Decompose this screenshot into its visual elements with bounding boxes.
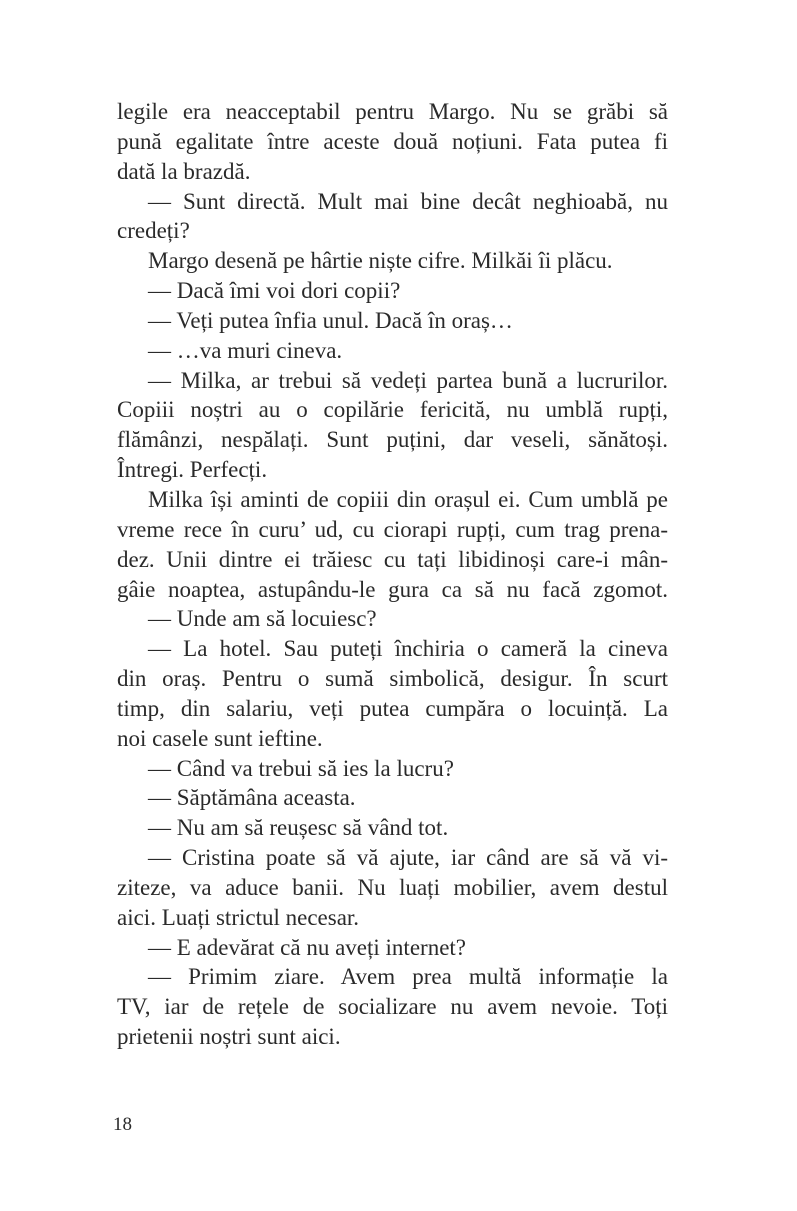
- book-page-body: [117, 97, 668, 1052]
- text-line: — Unde am să locuiesc?: [148, 606, 377, 632]
- text-line: — Săptămâna aceasta.: [148, 785, 356, 811]
- text-line: dez. Unii dintre ei trăiesc cu tați libidinoși care-i mân-: [117, 546, 668, 572]
- text-line: — Milka, ar trebui să vedeți partea bună a lucrurilor.: [148, 367, 668, 393]
- text-line: noi casele sunt ieftine.: [117, 725, 323, 751]
- text-line: prietenii noștri sunt aici.: [117, 1024, 341, 1050]
- text-line: pună egalitate între aceste două noțiuni. Fata putea fi: [117, 128, 668, 154]
- text-line: — Cristina poate să vă ajute, iar când are să vă vi-: [148, 845, 668, 871]
- text-line: aici. Luați strictul necesar.: [117, 904, 360, 930]
- text-line: — E adevărat că nu aveți internet?: [148, 934, 467, 960]
- text-line: — La hotel. Sau puteți închiria o cameră la cineva: [148, 636, 668, 662]
- text-line: TV, iar de rețele de socializare nu avem nevoie. Toți: [117, 994, 668, 1020]
- text-line: credeți?: [117, 218, 190, 244]
- text-line: — Nu am să reușesc să vând tot.: [148, 815, 449, 841]
- text-line: Copiii noștri au o copilărie fericită, nu umblă rupți,: [117, 397, 668, 423]
- text-line: — Sunt directă. Mult mai bine decât neghioabă, nu: [148, 188, 668, 214]
- text-line: flămânzi, nespălați. Sunt puțini, dar veseli, sănătoși.: [117, 427, 668, 453]
- text-line: — Veți putea înfia unul. Dacă în oraș…: [148, 307, 513, 333]
- text-line: Întregi. Perfecți.: [117, 457, 268, 483]
- page-number: 18: [113, 1114, 132, 1135]
- text-line: — …va muri cineva.: [148, 337, 343, 363]
- text-line: legile era neacceptabil pentru Margo. Nu se grăbi să: [117, 99, 668, 124]
- text-line: timp, din salariu, veți putea cumpăra o locuință. La: [117, 695, 668, 721]
- text-line: — Primim ziare. Avem prea multă informație la: [148, 964, 668, 990]
- text-line: Milka își aminti de copiii din orașul ei. Cum umblă pe: [148, 486, 668, 512]
- text-line: ziteze, va aduce banii. Nu luați mobilier, avem destul: [117, 874, 668, 900]
- text-line: gâie noaptea, astupându-le gura ca să nu facă zgomot.: [117, 576, 668, 602]
- text-line: dată la brazdă.: [117, 158, 251, 184]
- text-line: din oraș. Pentru o sumă simbolică, desigur. În scurt: [117, 666, 668, 692]
- text-line: — Când va trebui să ies la lucru?: [148, 755, 454, 781]
- text-line: — Dacă îmi voi dori copii?: [148, 278, 401, 304]
- text-line: Margo desenă pe hârtie niște cifre. Milkăi îi plăcu.: [148, 248, 613, 274]
- text-line: vreme rece în curu’ ud, cu ciorapi rupți, cum trag prena-: [117, 516, 668, 542]
